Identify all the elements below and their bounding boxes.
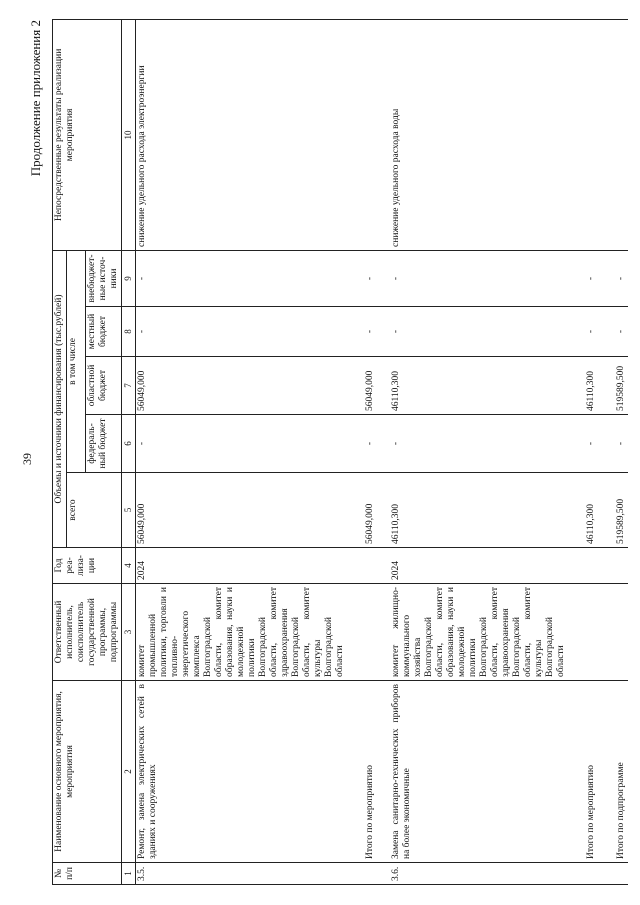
total-local: -	[347, 307, 377, 357]
row-extra: -	[377, 250, 568, 306]
row-local: -	[136, 307, 348, 357]
row-result: снижение удельного расхода воды	[377, 19, 568, 250]
total-sum: 46110,300	[568, 473, 598, 548]
row-regional: 56049,000	[136, 357, 348, 415]
total-federal: -	[347, 415, 377, 473]
col-number: 2	[122, 681, 136, 863]
col-number: 7	[122, 357, 136, 415]
row-responsible: комитет промышленной политики, торговли и топливно-энергетического комплекса Волгоградской области, комитет образования, науки и молодежной политики Волгоградской области, комитет здравоохранения Волгоградской области, комитет культуры Волгоградской области	[136, 584, 348, 681]
total-label: Итого по мероприятию	[347, 681, 377, 863]
document-page	[20, 20, 626, 885]
total-regional: 56049,000	[347, 357, 377, 415]
total-row	[347, 19, 377, 884]
column-number-row	[122, 19, 136, 884]
header-num: № п/п	[53, 863, 122, 885]
table-row	[377, 19, 568, 884]
total-extra: -	[598, 250, 628, 306]
total-row	[568, 19, 598, 884]
row-name: Замена санитарно-технических приборов на более экономичные	[377, 681, 568, 863]
col-number: 3	[122, 584, 136, 681]
total-extra: -	[568, 250, 598, 306]
total-extra: -	[347, 250, 377, 306]
total-sum: 519589,500	[598, 473, 628, 548]
header-including: в том числе	[67, 250, 86, 472]
funding-table	[52, 19, 628, 885]
total-row	[598, 19, 628, 884]
row-num: 3.6.	[377, 863, 568, 885]
header-local: местный бюджет	[86, 307, 122, 357]
page-number: 39	[20, 453, 34, 465]
total-label: Итого по мероприятию	[568, 681, 598, 863]
header-regional: областной бюджет	[86, 357, 122, 415]
row-responsible: комитет жилищно-коммунального хозяйства Волгоградской области, комитет образования, науки и молодежной политики Волгоградской области, комитет здравоохранения Волгоградской области, комитет культуры Волгоградской области	[377, 584, 568, 681]
row-federal: -	[377, 415, 568, 473]
total-sum: 56049,000	[347, 473, 377, 548]
header-row-1	[53, 19, 67, 884]
header-name: Наименование основного мероприятия, мероприятия	[53, 681, 122, 863]
row-federal: -	[136, 415, 348, 473]
row-result: снижение удельного расхода электроэнергии	[136, 19, 348, 250]
header-responsible: Ответственный исполнитель, соисполнитель государственной программы, подпрограммы	[53, 584, 122, 681]
row-num: 3.5.	[136, 863, 348, 885]
header-results: Непосредственные результаты реализации мероприятия	[53, 19, 122, 250]
col-number: 6	[122, 415, 136, 473]
total-federal: -	[568, 415, 598, 473]
total-regional: 519589,500	[598, 357, 628, 415]
header-funding: Объемы и источники финансирования (тыс.рублей)	[53, 250, 67, 547]
row-extra: -	[136, 250, 348, 306]
col-number: 8	[122, 307, 136, 357]
header-year: Год реа- лиза- ции	[53, 548, 122, 584]
total-federal: -	[598, 415, 628, 473]
header-total: всего	[67, 473, 122, 548]
col-number: 10	[122, 19, 136, 250]
row-year: 2024	[377, 548, 568, 584]
col-number: 9	[122, 250, 136, 306]
table-row	[136, 19, 348, 884]
total-local: -	[568, 307, 598, 357]
total-local: -	[598, 307, 628, 357]
header-federal: федераль- ный бюджет	[86, 415, 122, 473]
col-number: 1	[122, 863, 136, 885]
row-local: -	[377, 307, 568, 357]
header-extra: внебюджет- ные источ- ники	[86, 250, 122, 306]
total-regional: 46110,300	[568, 357, 598, 415]
row-name: Ремонт, замена электрических сетей в зданиях и сооружениях	[136, 681, 348, 863]
row-year: 2024	[136, 548, 348, 584]
row-regional: 46110,300	[377, 357, 568, 415]
continuation-label: Продолжение приложения 2	[28, 20, 43, 177]
row-total: 46110,300	[377, 473, 568, 548]
row-total: 56049,000	[136, 473, 348, 548]
total-label: Итого по подпрограмме	[598, 681, 628, 863]
col-number: 5	[122, 473, 136, 548]
col-number: 4	[122, 548, 136, 584]
